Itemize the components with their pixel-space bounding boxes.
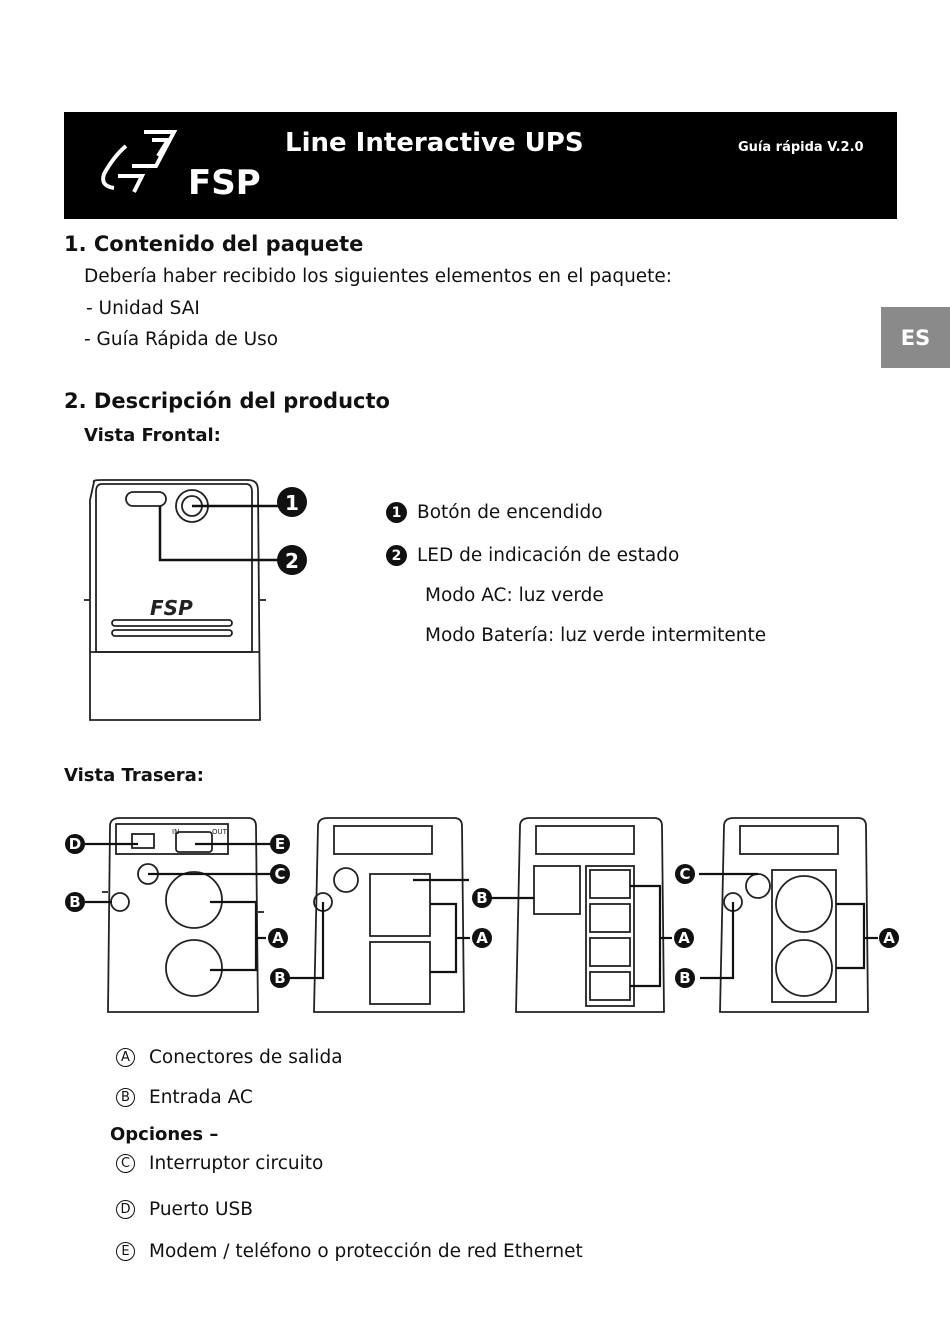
svg-text:2: 2 <box>285 549 299 573</box>
ups-front-illustration <box>80 470 340 730</box>
svg-text:C: C <box>274 865 286 883</box>
front-legend-item: 2 LED de indicación de estado <box>386 545 679 566</box>
section2-heading: 2. Descripción del producto <box>64 389 390 413</box>
ups-rear-illustration <box>60 812 910 1027</box>
marker-d: D <box>116 1200 135 1219</box>
svg-text:C: C <box>679 865 691 883</box>
package-item: - Guía Rápida de Uso <box>84 329 279 350</box>
guide-version: Guía rápida V.2.0 <box>738 140 864 155</box>
package-item: - Unidad SAI <box>86 298 200 319</box>
mode-ac: Modo AC: luz verde <box>425 585 604 606</box>
svg-text:A: A <box>272 929 284 947</box>
rear-legend-item: A Conectores de salida <box>116 1047 343 1068</box>
svg-text:A: A <box>476 929 488 947</box>
fsp-logo <box>96 126 268 202</box>
marker-2: 2 <box>386 545 407 566</box>
section1-intro: Debería haber recibido los siguientes elementos en el paquete: <box>84 266 673 287</box>
svg-text:B: B <box>476 889 488 907</box>
options-heading: Opciones – <box>110 1124 219 1145</box>
svg-text:D: D <box>68 835 82 853</box>
svg-text:FSP: FSP <box>150 596 193 620</box>
svg-text:A: A <box>678 929 690 947</box>
rear-view-label: Vista Trasera: <box>64 765 204 786</box>
svg-text:1: 1 <box>285 491 299 515</box>
front-view-label: Vista Frontal: <box>84 425 221 446</box>
option-item: C Interruptor circuito <box>116 1153 323 1174</box>
language-tab: ES <box>881 307 950 368</box>
option-item: D Puerto USB <box>116 1199 253 1220</box>
marker-c: C <box>116 1154 135 1173</box>
svg-text:A: A <box>883 929 895 947</box>
page-title: Line Interactive UPS <box>285 128 584 158</box>
svg-text:IN: IN <box>172 828 180 836</box>
marker-b: B <box>116 1088 135 1107</box>
section1-heading: 1. Contenido del paquete <box>64 232 364 256</box>
rear-legend-item: B Entrada AC <box>116 1087 253 1108</box>
marker-e: E <box>116 1242 135 1261</box>
marker-a: A <box>116 1048 135 1067</box>
option-item: E Modem / teléfono o protección de red Ethernet <box>116 1241 583 1262</box>
svg-text:B: B <box>274 969 286 987</box>
svg-text:B: B <box>69 893 81 911</box>
svg-text:E: E <box>274 835 286 853</box>
front-legend-item: 1 Botón de encendido <box>386 502 603 523</box>
svg-text:OUT: OUT <box>212 828 227 836</box>
marker-1: 1 <box>386 502 407 523</box>
svg-text:FSP: FSP <box>188 163 261 202</box>
mode-battery: Modo Batería: luz verde intermitente <box>425 625 767 646</box>
svg-text:B: B <box>679 969 691 987</box>
